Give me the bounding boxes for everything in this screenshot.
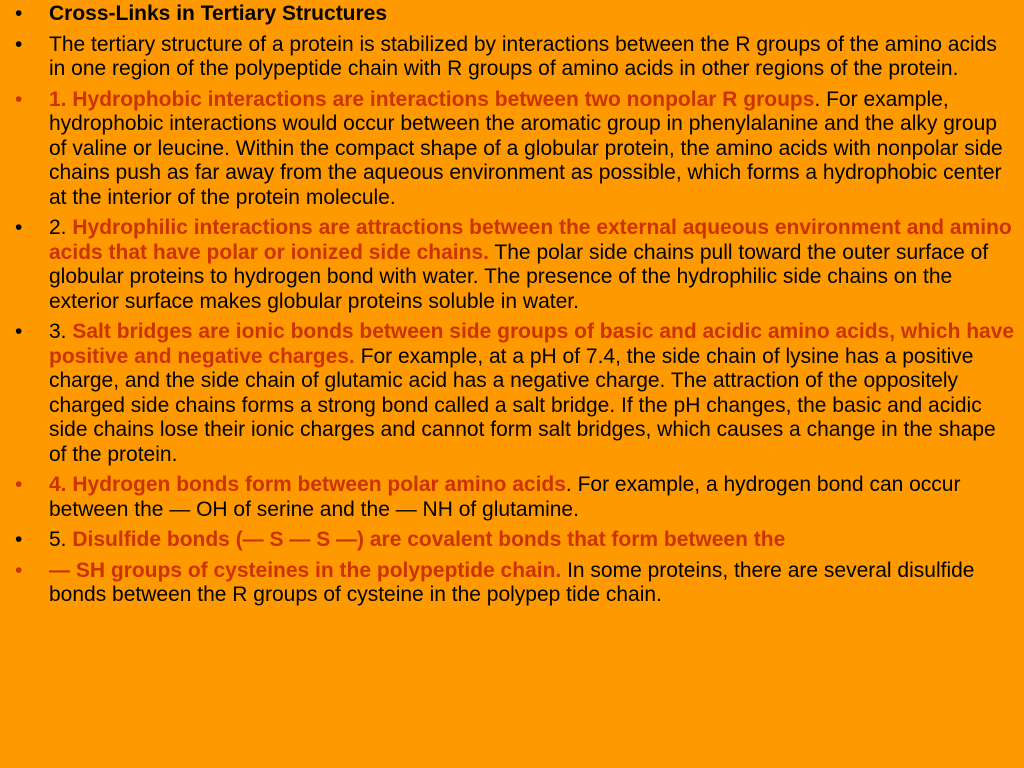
list-item-hydrophilic xyxy=(0,216,1016,314)
list-item-disulfide xyxy=(0,528,1016,553)
list-item-intro xyxy=(0,33,1016,82)
hydrophilic-heading: Hydrophilic interactions are attractions between the external aqueous environment and amino acids that have polar or ionized side chains. xyxy=(49,216,1012,264)
disulfide-continued-text: In some proteins, there are several disulfide bonds between the R groups of cysteine in the polypep tide chain. xyxy=(49,558,975,606)
salt-bridges-heading: Salt bridges are ionic bonds between side groups of basic and acidic amino acids, which have positive and negative charges. xyxy=(49,320,1015,368)
bullet-icon: • xyxy=(15,558,23,582)
salt-bridges-text: For example, at a pH of 7.4, the side chain of lysine has a positive charge, and the side chain of glutamic acid has a negative charge. The attraction of the oppositely charged side chains forms a strong bond called a salt bridge. If the pH changes, the basic and acidic side chains lose their ionic charges and cannot form salt bridges, which causes a change in the shape of the protein. xyxy=(49,344,996,466)
disulfide-heading: Disulfide bonds (— S — S —) are covalent bonds that form between the xyxy=(72,528,786,551)
slide-title: Cross-Links in Tertiary Structures xyxy=(49,2,388,25)
hydrophobic-heading: 1. Hydrophobic interactions are interactions between two nonpolar R groups xyxy=(49,87,815,111)
hydrophilic-number: 2. xyxy=(49,216,73,239)
bullet-icon: • xyxy=(15,528,23,551)
hydrophobic-text: . For example, hydrophobic interactions would occur between the aromatic group in phenylalanine and the alky group of valine or leucine. Within the compact shape of a globular protein, the amino acids with nonpolar side chains push as far away from the aqueous environment as possible, which forms a hydrophobic center at the interior of the protein molecule. xyxy=(49,87,1003,209)
bullet-icon: • xyxy=(15,216,23,239)
bullet-icon: • xyxy=(15,2,23,25)
bullet-list xyxy=(0,2,1016,608)
bullet-icon: • xyxy=(15,87,23,111)
hydrogen-bonds-text: . For example, a hydrogen bond can occur between the — OH of serine and the — NH of glutamine. xyxy=(49,473,961,521)
bullet-icon: • xyxy=(15,320,23,343)
hydrogen-bonds-heading: 4. Hydrogen bonds form between polar amino acids xyxy=(49,473,566,496)
list-item-title xyxy=(0,2,1016,27)
list-item-hydrogen-bonds xyxy=(0,473,1016,522)
list-item-hydrophobic xyxy=(0,88,1016,211)
bullet-icon: • xyxy=(15,473,23,496)
bullet-icon: • xyxy=(15,32,23,56)
list-item-salt-bridges xyxy=(0,320,1016,467)
salt-bridges-number: 3. xyxy=(49,320,73,343)
intro-text: The tertiary structure of a protein is stabilized by interactions between the R groups of the amino acids in one region of the polypeptide chain with R groups of amino acids in other regions of the protein. xyxy=(49,32,997,80)
hydrophilic-text: The polar side chains pull toward the outer surface of globular proteins to hydrogen bond with water. The presence of the hydrophilic side chains on the exterior surface makes globular proteins soluble in water. xyxy=(49,240,989,313)
disulfide-number: 5. xyxy=(49,528,73,551)
list-item-disulfide-continued xyxy=(0,559,1016,608)
disulfide-continued-heading: — SH groups of cysteines in the polypeptide chain. xyxy=(49,558,562,582)
